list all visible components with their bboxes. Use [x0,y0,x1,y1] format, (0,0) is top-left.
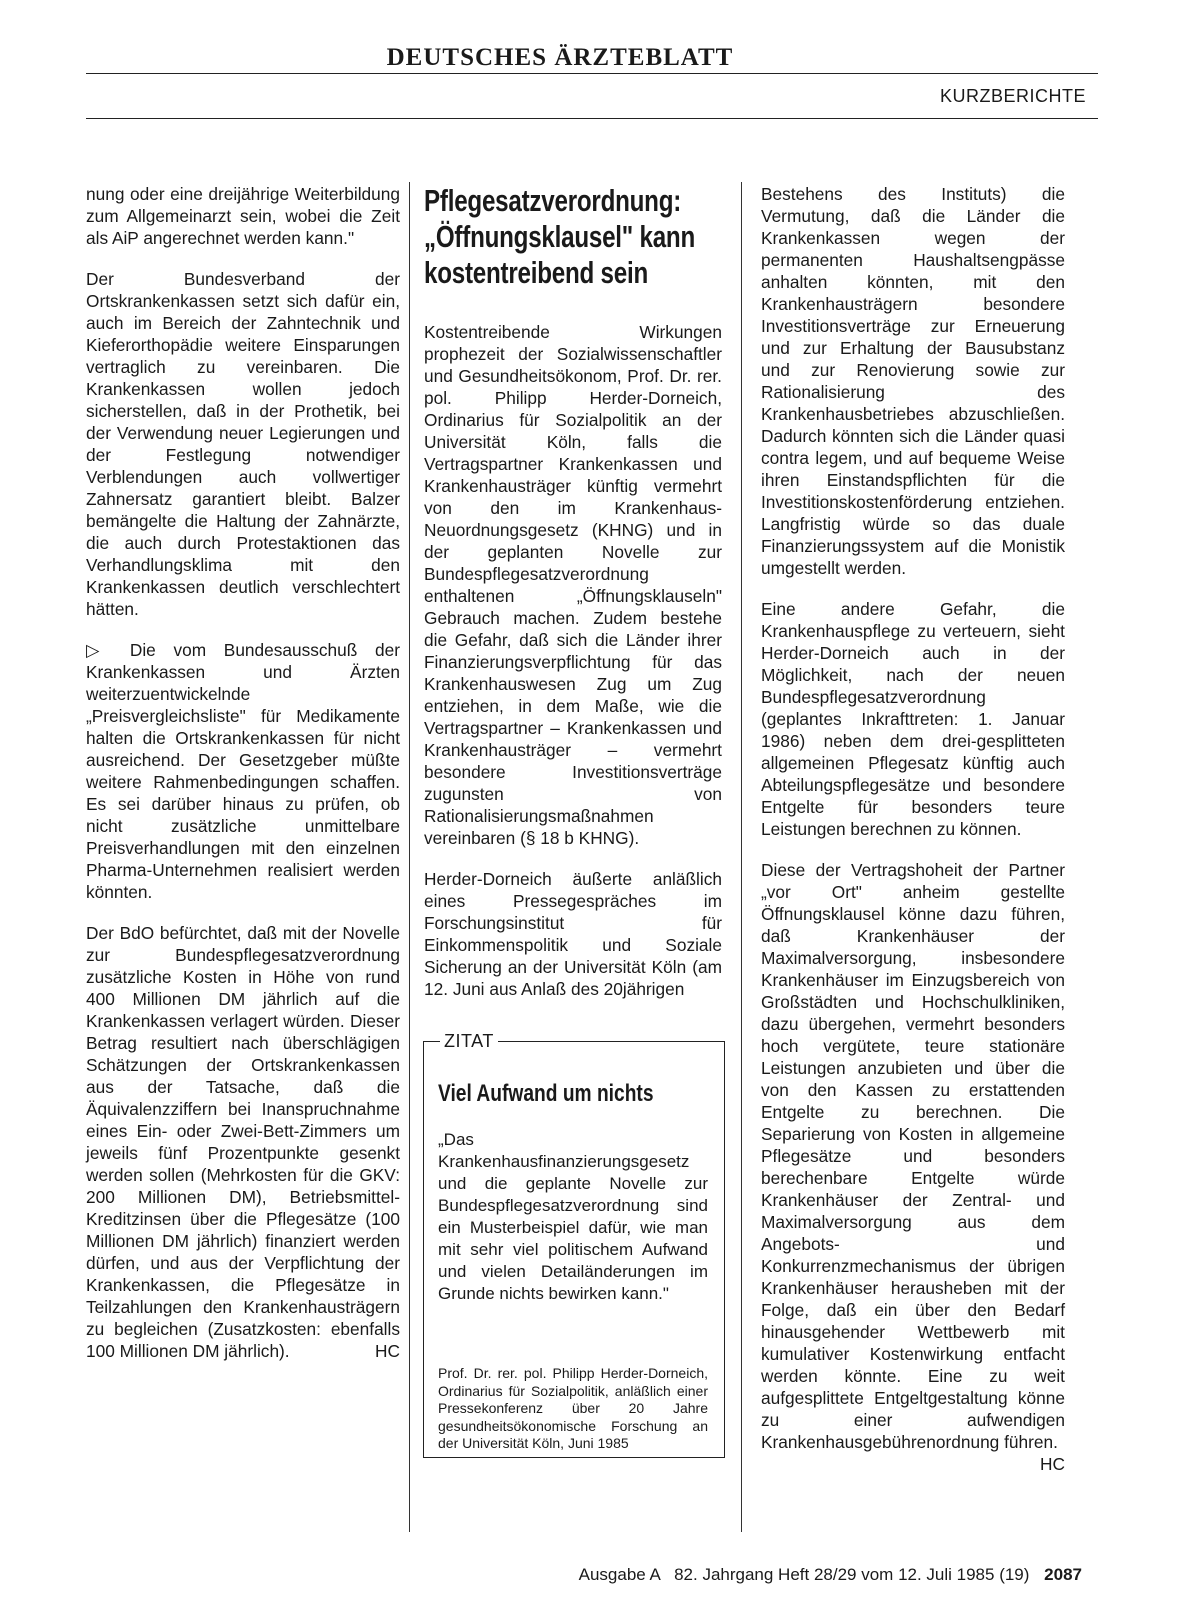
article-headline [424,183,722,291]
column-divider-1 [409,182,410,1532]
page-footer [579,1565,1082,1585]
section-label: KURZBERICHTE [939,86,1086,106]
column-left [86,183,400,1362]
paragraph: Der Bundesverband der Ortskrankenkassen setzt sich dafür ein, auch im Bereich der Zahntechnik und Kieferorthopädie weitere Einsparungen vertraglich zu vereinbaren. Die Krankenkassen wollen jedoch sicherstellen, daß in der Prothetik, bei der Verwendung neuer Legierungen und der Festlegung notwendiger Verblendungen auch vollwertiger Zahnersatz garantiert bleibt. Balzer bemängelte die Haltung der Zahnärzte, die auch durch Protestaktionen das Verhandlungsklima mit den Krankenkassen deutlich verschlechtert hätten. [86,269,400,619]
paragraph [86,922,400,1362]
masthead-rule [86,73,1098,74]
paragraph: Eine andere Gefahr, die Krankenhauspflege zu verteuern, sieht Herder-Dorneich auch in der Möglichkeit, nach der neuen Bundespflegesatzverordnung (geplantes Inkrafttreten: 1. Januar 1986) neben dem drei-gesplitteten allgemeinen Pflegesatz künftig auch Abteilungspflegesätze und besondere Entgelte für besonders teure Leistungen berechnen zu können. [761,599,1065,839]
author-initials: HC [1040,1454,1065,1474]
paragraph: Bestehens des Instituts) die Vermutung, daß die Länder die Krankenkassen wegen der permanenten Haushaltsengpässe anhalten könnten, mit den Krankenhausträgern besondere Investitionsverträge zur Erneuerung und zur Erhaltung der Bausubstanz und zur Renovierung sowie zur Rationalisierung des Krankenhausbetriebes abzuschließen. Dadurch könnten sich die Länder quasi contra legem, und auf bequeme Weise ihren Einstandspflichten für die Investitionskostenförderung entziehen. Langfristig würde so das duale Finanzierungssystem auf die Monistik umgestellt werden. [761,184,1065,578]
quote-box-label: ZITAT [440,1031,498,1052]
section-rule [86,118,1098,119]
paragraph-text: Diese der Vertragshoheit der Partner „vor Ort" anheim gestellte Öffnungsklausel könne dazu führen, daß Krankenhäuser der Maximalversorgung, insbesondere Krankenhäuser im Einzugsbereich von Großstädten und Hochschulkliniken, dazu übergehen, vermehrt besonders hoch vergütete, teure stationäre Leistungen anzubieten und über die von den Kassen zu erstattenden Entgelte zu berechnen. Die Separierung von Kosten in allgemeine Pflegesätze und besonders berechenbare Entgelte würde Krankenhäuser der Zentral- und Maximalversorgung aus dem Angebots- und Konkurrenzmechanismus der übrigen Krankenhäuser herausheben mit der Folge, daß ein über den Bedarf hinausgehender Wettbewerb mit kumulativer Kostenwirkung entfacht werden könnte. Eine zu weit aufgesplittete Entgeltgestaltung könne zu einer aufwendigen Krankenhausgebührenordnung führen. [761,860,1065,1452]
paragraph: ▷ Die vom Bundesausschuß der Krankenkassen und Ärzten weiterzuentwickelnde „Preisvergleichsliste" für Medikamente halten die Ortskrankenkassen für nicht ausreichend. Der Gesetzgeber müßte weitere Rahmenbedingungen schaffen. Es sei darüber hinaus zu prüfen, ob nicht zusätzliche unmittelbare Preisverhandlungen mit den einzelnen Pharma-Unternehmen realisiert werden könnten. [86,640,400,902]
paragraph-text: Der BdO befürchtet, daß mit der Novelle zur Bundespflegesatzverordnung zusätzliche Kosten in Höhe von rund 400 Millionen DM jährlich auf die Krankenkassen verlagert würden. Dieser Betrag resultiert nach überschlägigen Schätzungen der Ortskrankenkassen aus der Tatsache, daß die Äquivalenzziffern bei Inanspruchnahme eines Ein- oder Zwei-Bett-Zimmers um jeweils fünf Prozentpunkte gesenkt werden sollen (Mehrkosten für die GKV: 200 Millionen DM), Betriebsmittel-Kreditzinsen über die Pflegesätze (100 Millionen DM jährlich) finanziert werden dürfen, und aus der Verpflichtung der Krankenkassen, die Pflegesätze in Teilzahlungen den Krankenhausträgern zu begleichen (Zusatzkosten: ebenfalls 100 Millionen DM jährlich). [86,923,400,1361]
issue-info: Ausgabe A 82. Jahrgang Heft 28/29 vom 12. Juli 1985 (19) [578,1565,1030,1584]
paragraph [761,859,1065,1474]
quote-box [423,1031,725,1458]
quote-credit: Prof. Dr. rer. pol. Philipp Herder-Dorneich, Ordinarius für Sozialpolitik, anläßlich einer Pressekonferenz über 20 Jahre gesundheitsökonomische Forschung an der Universität Köln, Juni 1985 [438,1365,708,1451]
paragraph: Kostentreibende Wirkungen prophezeit der Sozialwissenschaftler und Gesundheitsökonom, Prof. Dr. rer. pol. Philipp Herder-Dorneich, Ordinarius für Sozialpolitik an der Universität Köln, falls die Vertragspartner Krankenkassen und Krankenhausträger künftig vermehrt von den im Krankenhaus-Neuordnungsgesetz (KHNG) und in der geplanten Novelle zur Bundespflegesatzverordnung enthaltenen „Öffnungsklauseln" Gebrauch machen. Zudem bestehe die Gefahr, daß sich die Länder ihrer Finanzierungsverpflichtung für das Krankenhauswesen Zug um Zug entziehen, in dem Maße, wie die Vertragspartner – Krankenkassen und Krankenhausträger – vermehrt besondere Investitionsverträge zugunsten von Rationalisierungsmaßnahmen vereinbaren (§ 18 b KHNG). [424,322,722,848]
column-divider-2 [741,182,742,1532]
column-right [761,183,1065,1475]
headline-line: „Öffnungsklausel" kann [424,219,696,254]
paragraph: nung oder eine dreijährige Weiterbildung zum Allgemeinarzt sein, wobei die Zeit als AiP angerechnet werden kann." [86,184,400,248]
masthead: DEUTSCHES ÄRZTEBLATT [386,44,734,71]
headline-line: kostentreibend sein [424,255,648,290]
paragraph: Herder-Dorneich äußerte anläßlich eines Pressegespräches im Forschungsinstitut für Einkommenspolitik und Soziale Sicherung an der Universität Köln (am 12. Juni aus Anlaß des 20jährigen [424,869,722,999]
page-number: 2087 [1044,1565,1082,1584]
headline-line: Pflegesatzverordnung: [424,183,682,218]
quote-box-title: Viel Aufwand um nichts [438,1080,654,1107]
author-initials: HC [375,1341,400,1361]
quote-text: „Das Krankenhausfinanzierungsgesetz und die geplante Novelle zur Bundespflegesatzverordnung sind ein Musterbeispiel dafür, wie man mit sehr viel politischem Aufwand und vielen Detailänderungen im Grunde nichts bewirken kann." [438,1130,708,1303]
column-middle [424,183,722,1019]
